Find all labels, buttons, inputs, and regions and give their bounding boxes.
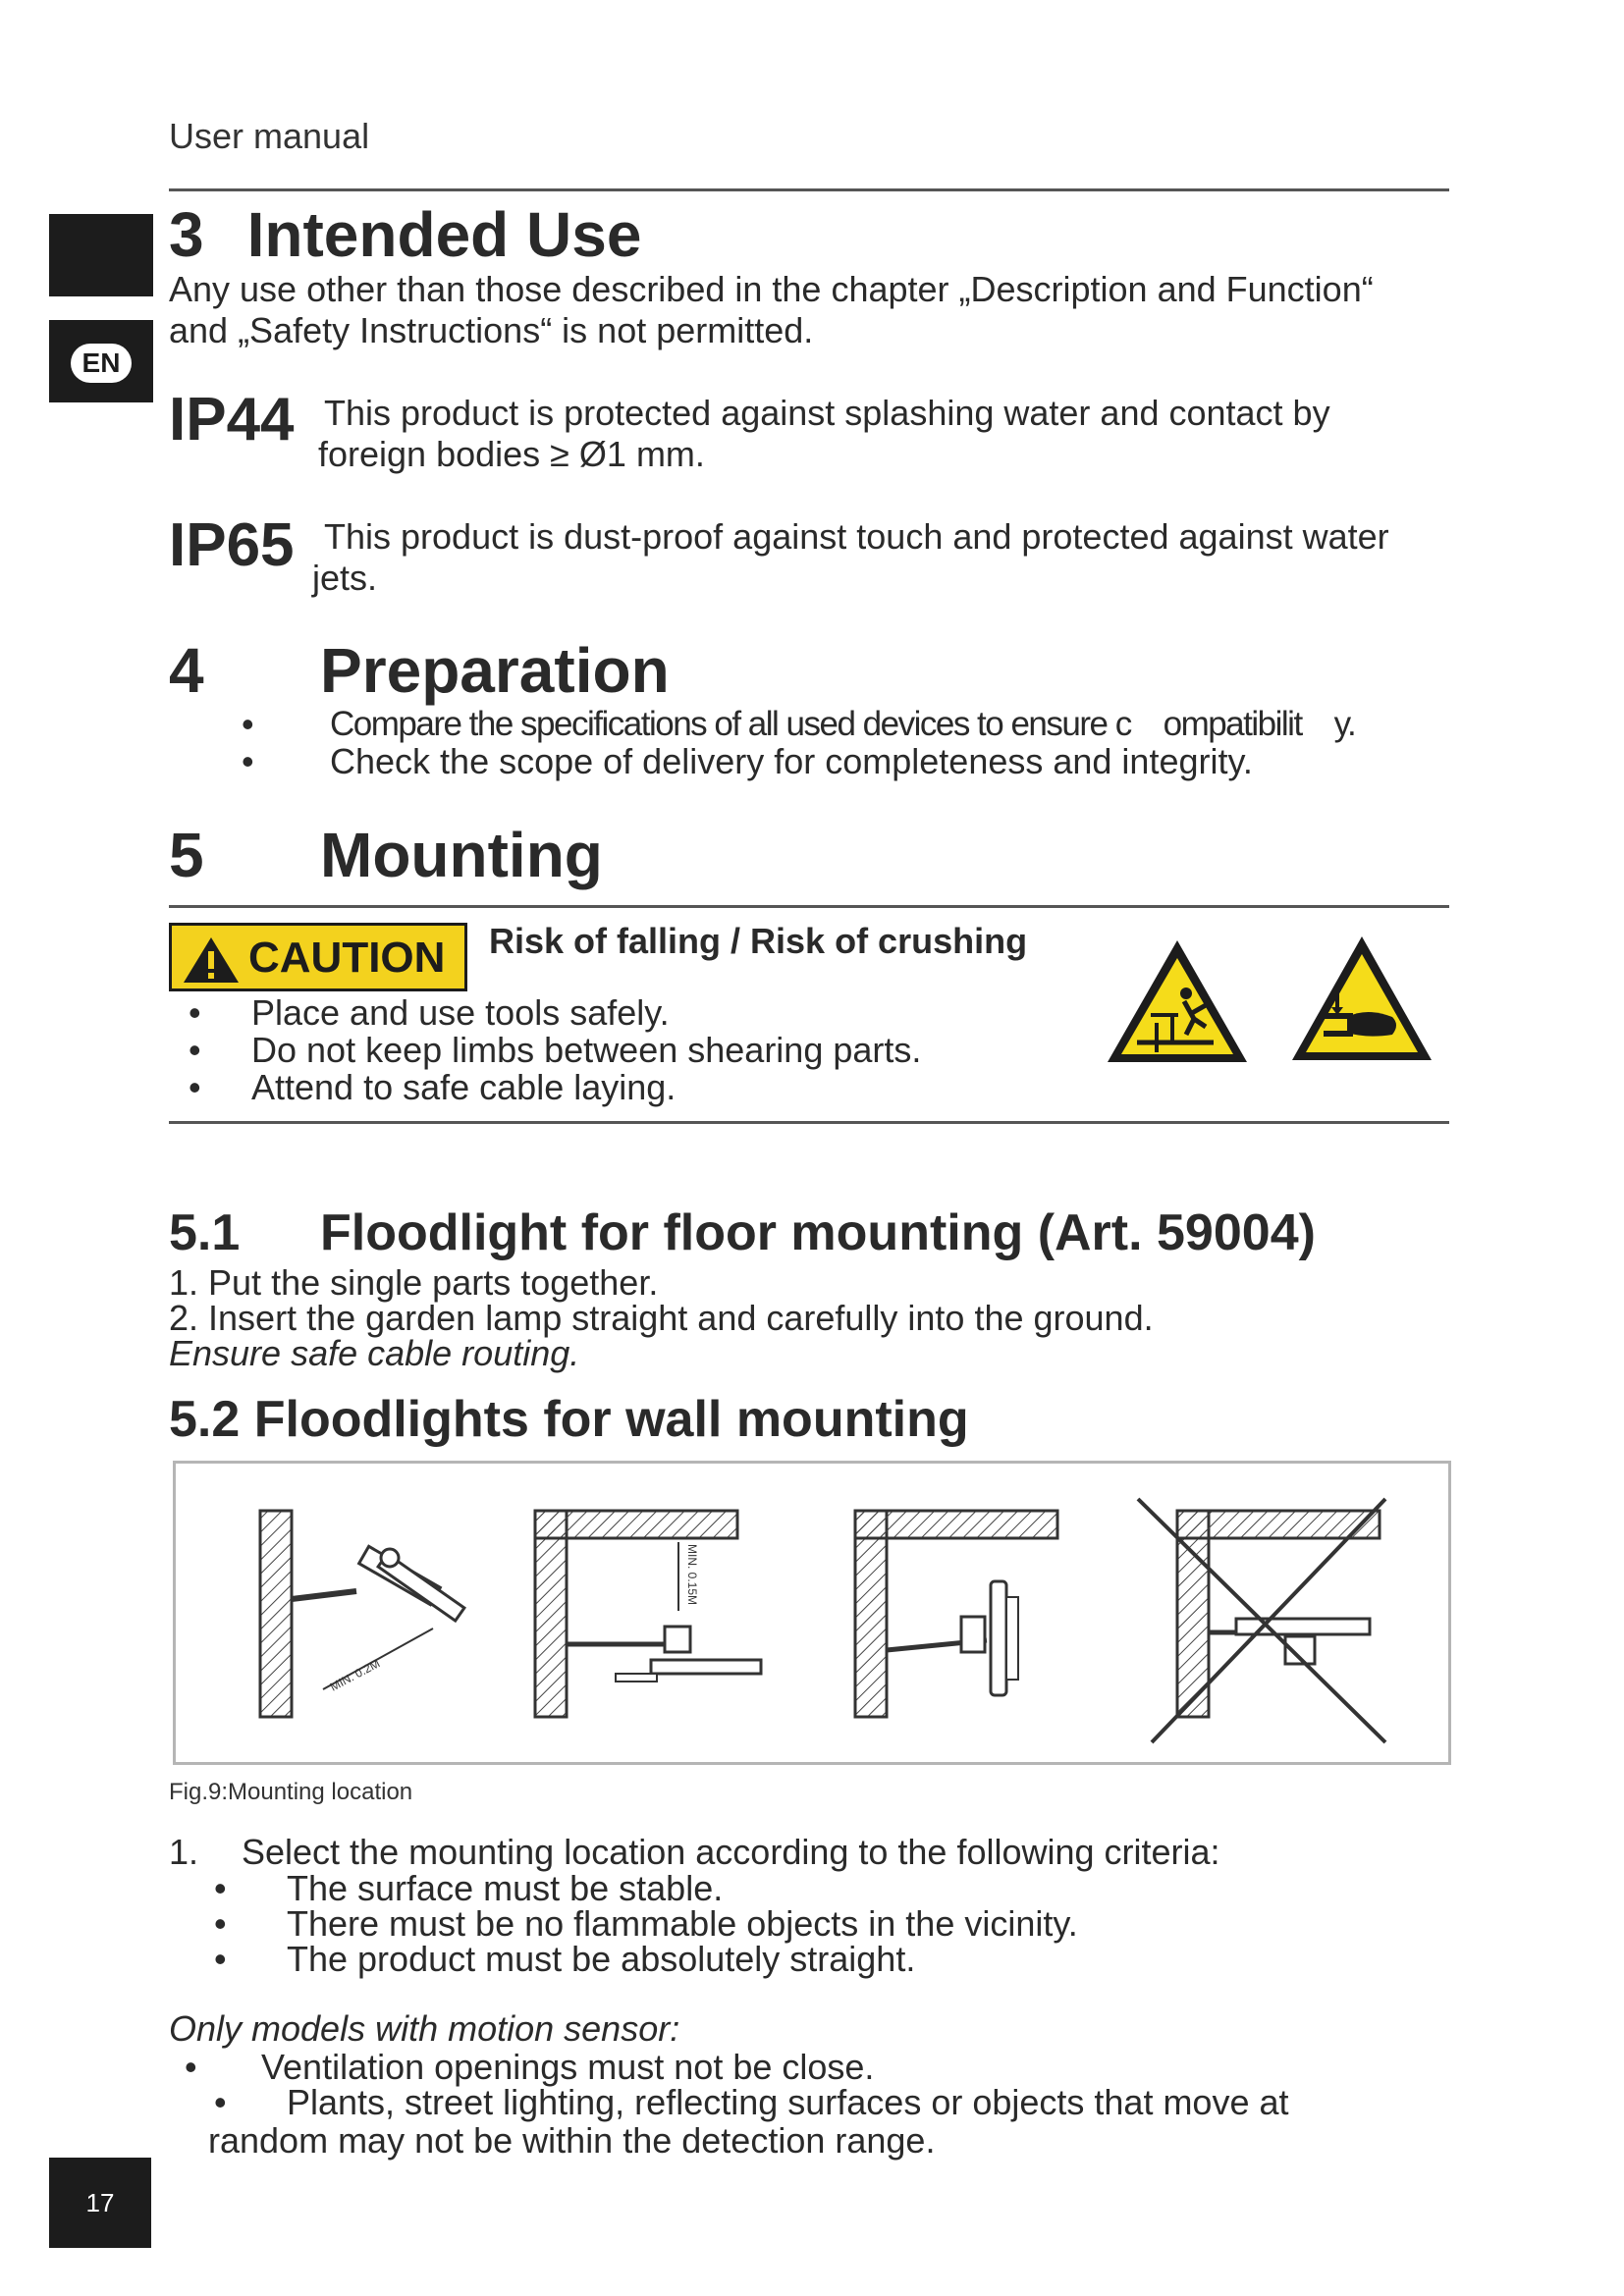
running-header: User manual [169,116,370,156]
warning-triangle-icon [182,935,241,985]
motion-bullet-1: Ventilation openings must not be close. [261,2047,875,2087]
language-badge: EN [71,344,132,383]
mounting-figure [173,1461,1451,1765]
intended-use-line-1: Any use other than those described in the chapter „Description and Function“ [169,269,1374,309]
section-5-2-heading: 5.2 Floodlights for wall mounting [169,1391,969,1448]
ip44-code: IP44 [169,386,295,454]
criteria-item-1: The surface must be stable. [287,1868,724,1908]
preparation-bullet-1: Compare the specifications of all used devices to ensure c ompatibilit y. [330,705,1356,743]
bullet-icon: • [242,741,254,781]
panel-not-permitted [1138,1499,1385,1742]
bullet-icon: • [214,1903,227,1944]
ip65-line-1: This product is dust-proof against touch and protected against water [324,516,1389,557]
section-5-number: 5 [169,820,204,890]
page-number: 17 [49,2158,151,2248]
section-3-heading [169,198,641,271]
bullet-icon: • [189,1067,201,1107]
bullet-icon: • [189,1030,201,1070]
criteria-item-3: The product must be absolutely straight. [287,1939,916,1979]
ip44-line-2: foreign bodies ≥ Ø1 mm. [318,434,705,474]
caution-bullet-1: Place and use tools safely. [251,992,670,1033]
cable-routing-note: Ensure safe cable routing. [169,1333,580,1373]
language-tab [49,320,153,402]
panel-ceiling-clearance [535,1511,761,1717]
floor-step-1: 1. Put the single parts together. [169,1262,659,1303]
section-5-1-title: Floodlight for floor mounting (Art. 59004) [320,1204,1316,1261]
section-4-number: 4 [169,635,204,706]
bullet-icon: • [189,992,201,1033]
panel-side-mount [855,1511,1057,1717]
wall-step-1-number: 1. [169,1832,199,1872]
distance-label-angled: MIN. 0.2M [327,1656,383,1694]
section-4-title: Preparation [320,635,670,706]
crushing-hazard-icon [1288,933,1435,1064]
wall-step-1: Select the mounting location according to the following criteria: [242,1832,1220,1872]
falling-hazard-icon [1104,936,1251,1066]
section-5-1-number: 5.1 [169,1204,241,1261]
ip65-code: IP65 [169,511,295,579]
preparation-bullet-2: Check the scope of delivery for completeness and integrity. [330,741,1253,781]
section-3-number: 3 [169,199,204,270]
bullet-icon: • [185,2047,197,2087]
motion-bullet-2: Plants, street lighting, reflecting surfaces or objects that move at [287,2082,1289,2122]
caution-bullet-2: Do not keep limbs between shearing parts. [251,1030,922,1070]
intended-use-line-2: and „Safety Instructions“ is not permitted. [169,310,814,350]
criteria-item-2: There must be no flammable objects in the vicinity. [287,1903,1078,1944]
mounting-diagram [176,1464,1448,1762]
section-5-title: Mounting [320,820,603,890]
ip65-line-2: jets. [312,558,378,598]
distance-label-vertical: MIN. 0.15M [685,1544,699,1606]
chapter-marker [49,214,153,296]
bullet-icon: • [214,2082,227,2122]
caution-label: CAUTION [248,934,446,982]
caution-label-box [169,923,467,991]
risk-title: Risk of falling / Risk of crushing [489,921,1028,961]
ip44-line-1: This product is protected against splashing water and contact by [324,393,1330,433]
panel-angled-mount [260,1511,464,1717]
bullet-icon: • [242,704,254,744]
motion-sensor-heading: Only models with motion sensor: [169,2008,680,2049]
caution-bullet-3: Attend to safe cable laying. [251,1067,677,1107]
header-rule [169,188,1449,191]
bullet-icon: • [214,1939,227,1979]
figure-caption: Fig.9:Mounting location [169,1779,413,1805]
mounting-rule-bottom [169,1121,1449,1124]
mounting-rule-top [169,905,1449,908]
section-3-title: Intended Use [246,199,642,270]
floor-step-2: 2. Insert the garden lamp straight and carefully into the ground. [169,1298,1154,1338]
bullet-icon: • [214,1868,227,1908]
motion-bullet-2-continuation: random may not be within the detection range. [208,2120,936,2161]
